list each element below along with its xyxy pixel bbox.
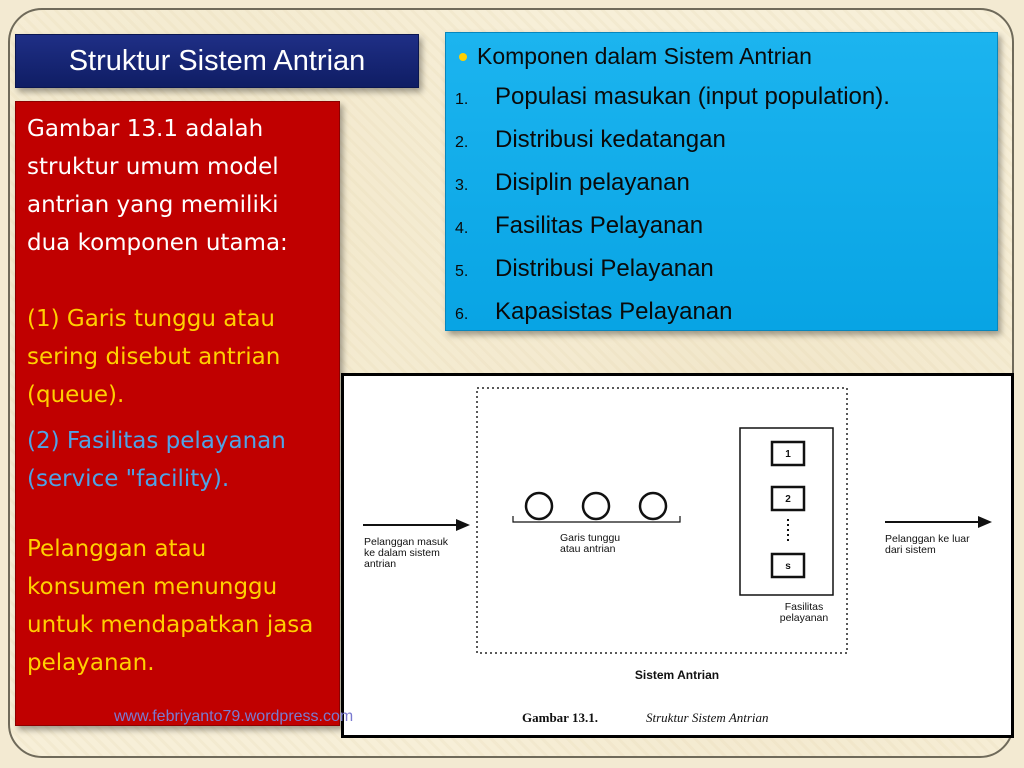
- list-item: [455, 83, 890, 126]
- customer-circle: [640, 493, 666, 519]
- queue-label-line-2: atau antrian: [560, 543, 616, 555]
- list-item: [455, 298, 890, 341]
- footer-url: www.febriyanto79.wordpress.com: [114, 708, 354, 725]
- components-heading: [459, 43, 812, 70]
- server-label: s: [785, 561, 791, 572]
- components-list: [455, 83, 890, 341]
- arrow-in-label-line-2: ke dalam sistem: [364, 547, 440, 559]
- arrow-in-icon: [363, 519, 470, 531]
- list-item-number: 1.: [455, 91, 469, 108]
- system-label: Sistem Antrian: [634, 668, 720, 682]
- queue-system-figure: [341, 373, 1014, 738]
- figure-caption-number: Gambar 13.1.: [522, 710, 598, 725]
- server-label: 2: [785, 494, 791, 505]
- customer-circle: [526, 493, 552, 519]
- components-panel: [445, 32, 998, 331]
- component-facility-text: (2) Fasilitas pelayanan (service "facility).: [27, 428, 286, 492]
- left-text-panel: [15, 101, 340, 726]
- list-item-label: Kapasistas Pelayanan: [495, 298, 733, 325]
- list-item-label: Disiplin pelayanan: [495, 169, 690, 196]
- list-item: [455, 169, 890, 212]
- facility-label-line-1: Fasilitas: [784, 601, 824, 613]
- customer-circle: [583, 493, 609, 519]
- components-heading-text: Komponen dalam Sistem Antrian: [477, 43, 812, 69]
- list-item-label: Distribusi kedatangan: [495, 126, 726, 153]
- arrow-out-icon: [885, 516, 992, 528]
- queue-diagram: [344, 376, 1011, 735]
- customer-note-text: Pelanggan atau konsumen menunggu untuk mendapatkan jasa pelayanan.: [27, 536, 314, 676]
- list-item: [455, 255, 890, 298]
- arrow-out-label-line-1: Pelanggan ke luar: [885, 533, 970, 545]
- server-label: 1: [785, 449, 791, 460]
- list-item-number: 2.: [455, 134, 469, 151]
- arrow-in-label-line-3: antrian: [364, 558, 397, 570]
- bullet-dot-icon: [459, 53, 467, 61]
- slide-title-box: [15, 34, 419, 88]
- intro-text: Gambar 13.1 adalah struktur umum model antrian yang memiliki dua komponen utama:: [27, 116, 288, 256]
- list-item-number: 4.: [455, 220, 469, 237]
- list-item-label: Distribusi Pelayanan: [495, 255, 714, 282]
- list-item-number: 5.: [455, 263, 469, 280]
- list-item-label: Fasilitas Pelayanan: [495, 212, 704, 239]
- figure-caption-title: Struktur Sistem Antrian: [646, 710, 769, 725]
- list-item-label: Populasi masukan (input population).: [495, 83, 890, 110]
- facility-label-line-2: pelayanan: [779, 612, 829, 624]
- queue-label-line-1: Garis tunggu: [560, 532, 621, 544]
- component-queue-text: (1) Garis tunggu atau sering disebut antrian (queue).: [27, 306, 281, 408]
- list-item: [455, 212, 890, 255]
- slide-title: Struktur Sistem Antrian: [68, 44, 366, 77]
- arrow-in-label-line-1: Pelanggan masuk: [364, 536, 449, 548]
- list-item-number: 3.: [455, 177, 469, 194]
- list-item-number: 6.: [455, 306, 469, 323]
- arrow-out-label-line-2: dari sistem: [885, 544, 936, 556]
- list-item: [455, 126, 890, 169]
- queue-customers: [513, 493, 680, 522]
